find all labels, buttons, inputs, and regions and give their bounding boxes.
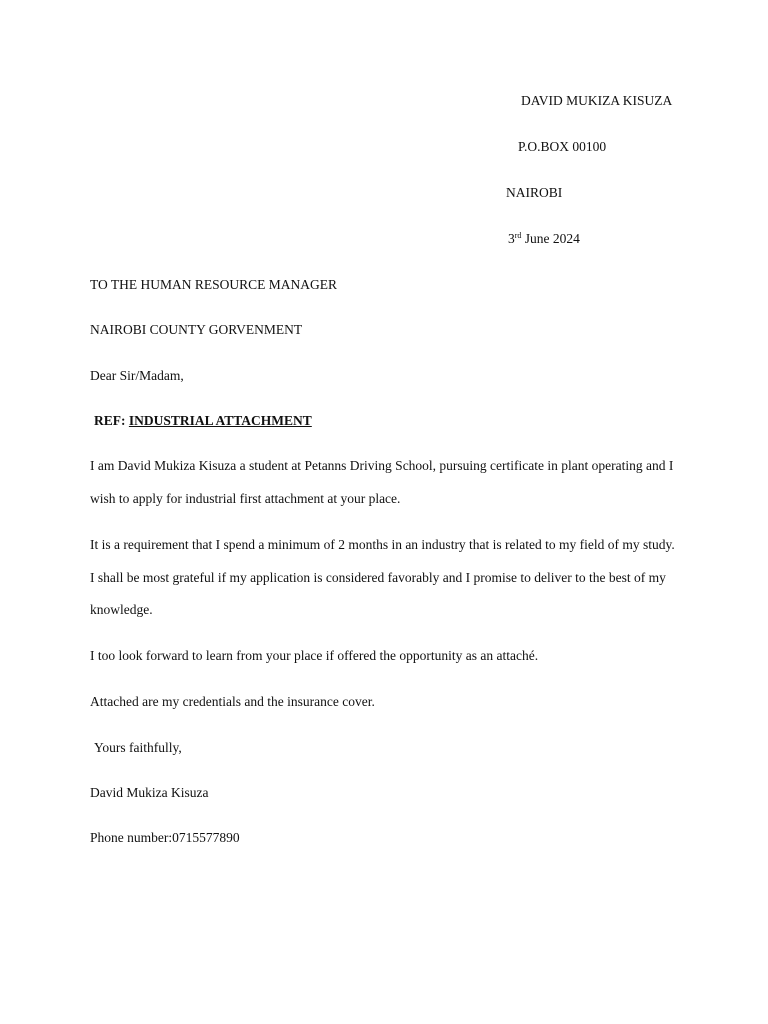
date-suffix: rd <box>514 231 522 240</box>
date-day: 3 <box>508 231 515 246</box>
salutation: Dear Sir/Madam, <box>90 368 184 383</box>
sender-city: NAIROBI <box>506 185 563 200</box>
closing: Yours faithfully, <box>94 740 182 755</box>
body-paragraph-opportunity: I too look forward to learn from your place if offered the opportunity as an attaché. <box>90 648 539 663</box>
phone-number: Phone number:0715577890 <box>90 830 240 845</box>
signature-name: David Mukiza Kisuza <box>90 785 209 800</box>
reference-subject: INDUSTRIAL ATTACHMENT <box>128 413 312 428</box>
sender-po-box: P.O.BOX 00100 <box>518 139 607 154</box>
recipient-title: TO THE HUMAN RESOURCE MANAGER <box>90 277 338 292</box>
body-paragraph-intro: I am David Mukiza Kisuza a student at Petanns Driving School, pursuing certificate in plant operating and I wish to apply for industrial first attachment at your place. <box>90 458 674 506</box>
sender-name: DAVID MUKIZA KISUZA <box>521 93 673 108</box>
reference-label: REF: <box>94 413 129 428</box>
date-rest: June 2024 <box>521 231 580 246</box>
letter-date <box>508 231 580 247</box>
recipient-organization: NAIROBI COUNTY GORVENMENT <box>90 322 303 337</box>
body-paragraph-requirement: It is a requirement that I spend a minimum of 2 months in an industry that is related to my field of my study. I shall be most grateful if my application is considered favorably and I promise to deliver to the best of my knowledge. <box>90 537 675 617</box>
body-paragraph-attachments: Attached are my credentials and the insurance cover. <box>90 694 375 709</box>
reference-line <box>94 413 312 429</box>
